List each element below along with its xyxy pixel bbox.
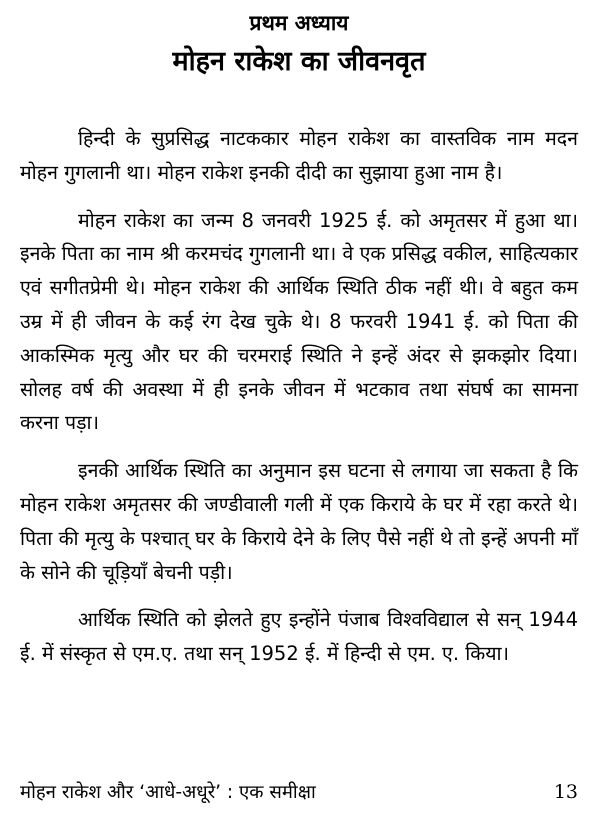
page-number: 13	[553, 781, 578, 803]
page-footer	[20, 778, 578, 807]
chapter-label: प्रथम अध्याय	[249, 11, 349, 35]
paragraph-financial-condition: इनकी आर्थिक स्थिति का अनुमान इस घटना से लगाया जा सकता है कि मोहन राकेश अमृतसर की जण्डीवाली गली में एक किराये के घर में रहा करते थे। पिता की मृत्यु के पश्चात् घर के किराये देने के लिए पैसे नहीं थे तो इन्हें अपनी माँ के सोने की चूड़ियाँ बेचनी पड़ी।	[20, 459, 578, 584]
paragraph-education: आर्थिक स्थिति को झेलते हुए इन्होंने पंजाब विश्वविद्याल से सन् 1944 ई. में संस्कृत से एम.ए. तथा सन् 1952 ई. में हिन्दी से एम. ए. किया।	[20, 608, 578, 666]
chapter-title: मोहन राकेश का जीवनवृत	[172, 46, 426, 77]
body-text	[20, 122, 578, 671]
footer-book-title: मोहन राकेश और ‘आधे-अधूरे’ : एक समीक्षा	[20, 782, 316, 803]
paragraph-name-origin: हिन्दी के सुप्रसिद्ध नाटककार मोहन राकेश का वास्तविक नाम मदन मोहन गुगलानी था। मोहन राकेश इनकी दीदी का सुझाया हुआ नाम है।	[20, 127, 578, 184]
paragraph-birth-family: मोहन राकेश का जन्म 8 जनवरी 1925 ई. को अमृतसर में हुआ था। इनके पिता का नाम श्री करमचंद गुगलानी था। वे एक प्रसिद्ध वकील, साहित्यकार एवं सगीतप्रेमी थे। मोहन राकेश की आर्थिक स्थिति ठीक नहीं थी। वे बहुत कम उम्र में ही जीवन के कई रंग देख चुके थे। 8 फरवरी 1941 ई. को पिता की आकस्मिक मृत्यु और घर की चरमराई स्थिति ने इन्हें अंदर से झकझोर दिया। सोलह वर्ष की अवस्था में ही इनके जीवन में भटकाव तथा संघर्ष का सामना करना पड़ा।	[20, 208, 578, 435]
